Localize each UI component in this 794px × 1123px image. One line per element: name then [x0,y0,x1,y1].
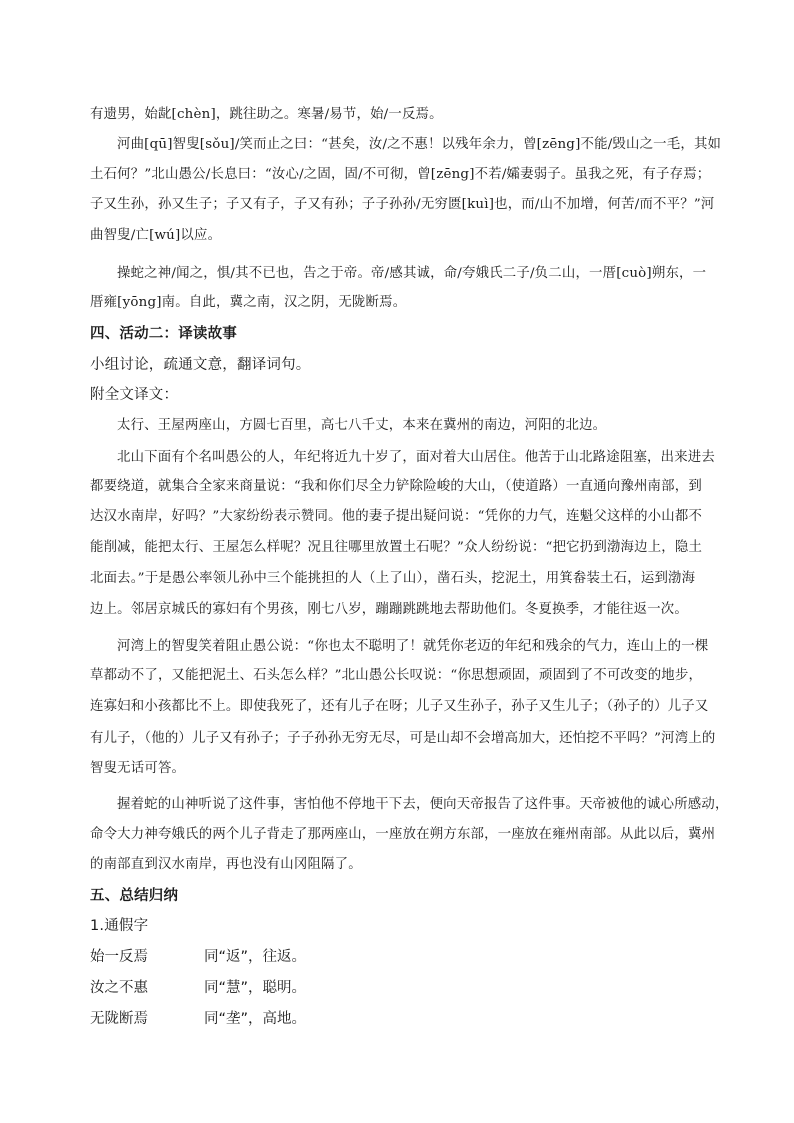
translation-line: 有儿子，（他的）儿子又有孙子；子子孙孙无穷无尽，可是山却不会增高加大，还怕挖不平吗？”河湾上的 [90,731,716,746]
translation-line: 北山下面有个名叫愚公的人，年纪将近九十岁了，面对着大山居住。他苦于山北路途阻塞，出来进去 [117,450,715,465]
translation-line: 握着蛇的山神听说了这件事，害怕他不停地干下去，便向天帝报告了这件事。天帝被他的诚心所感动， [117,797,729,812]
translation-line: 的南部直到汉水南岸，再也没有山冈阻隔了。 [90,857,362,872]
section-heading: 四、活动二：译读故事 [90,326,237,342]
story-line: 厝雍[yōng]南。自此，冀之南，汉之阴，无陇断焉。 [90,295,407,310]
tongjia-note: 同“垄”，高地。 [204,1011,307,1027]
translation-line: 草都动不了，又能把泥土、石头怎么样？”北山愚公长叹说：“你思想顽固，顽固到了不可改变的地步， [90,668,703,683]
instruction-text: 小组讨论，疏通文意，翻译词句。 [90,357,311,373]
translation-line: 太行、王屋两座山，方圆七百里，高七八千丈，本来在冀州的南边，河阳的北边。 [117,418,607,433]
translation-line: 命令大力神夸娥氏的两个儿子背走了那两座山，一座放在朔方东部，一座放在雍州南部。从此以后，冀州 [90,827,716,842]
tongjia-note: 同“慧”，聪明。 [204,980,307,996]
translation-line: 边上。邻居京城氏的寡妇有个男孩，刚七八岁，蹦蹦跳跳地去帮助他们。冬夏换季，才能往返一次。 [90,602,688,617]
tongjia-item [90,976,306,997]
translation-line: 智叟无话可答。 [90,761,186,776]
tongjia-term: 无陇断焉 [90,1011,148,1027]
story-line: 操蛇之神/闻之，惧/其不已也，告之于帝。帝/感其诚，命/夸娥氏二子/负二山，一厝[cuò]朔东，一 [117,266,707,281]
tongjia-item [90,1007,306,1028]
story-line: 土石何？”北山愚公/长息曰：“汝心/之固，固/不可彻，曾[zēng]不若/孀妻弱子。虽我之死，有子存焉； [90,167,711,182]
tongjia-term: 汝之不惠 [90,980,148,996]
tongjia-item [90,945,306,966]
subheading: 1.通假字 [90,918,149,934]
section-heading: 五、总结归纳 [90,888,179,904]
translation-line: 能削减，能把太行、王屋怎么样呢？况且往哪里放置土石呢？”众人纷纷说：“把它扔到渤海边上，隐土 [90,540,703,555]
translation-line: 都要绕道，就集合全家来商量说：“我和你们尽全力铲除险峻的大山，（使道路）一直通向豫州南部，到 [90,479,702,494]
tongjia-note: 同“返”，往返。 [204,949,307,965]
translation-label: 附全文译文： [90,387,179,403]
translation-line: 河湾上的智叟笑着阻止愚公说：“你也太不聪明了！就凭你老迈的年纪和残余的气力，连山上的一棵 [117,639,709,654]
story-line: 有遗男，始龀[chèn]，跳往助之。寒暑/易节，始/一反焉。 [90,107,443,122]
translation-line: 达汉水南岸，好吗？”大家纷纷表示赞同。他的妻子提出疑问说：“凭你的力气，连魁父这样的小山都不 [90,509,703,524]
translation-line: 北面去。”于是愚公率领儿孙中三个能挑担的人（上了山），凿石头，挖泥土，用箕畚装土石，运到渤海 [90,571,696,586]
tongjia-term: 始一反焉 [90,949,148,965]
story-line: 曲智叟/亡[wú]以应。 [90,228,222,243]
story-line: 河曲[qū]智叟[sǒu]/笑而止之曰：“甚矣，汝/之不惠！以残年余力，曾[zēng]不能/毁山之一毛，其如 [117,137,722,152]
translation-line: 连寡妇和小孩都比不上。即使我死了，还有儿子在呀；儿子又生孙子，孙子又生儿子；（孙子的）儿子又 [90,699,709,714]
story-line: 子又生孙，孙又生子；子又有子，子又有孙；子子孙孙/无穷匮[kuì]也，而/山不加增，何苦/而不平？”河 [90,197,715,212]
